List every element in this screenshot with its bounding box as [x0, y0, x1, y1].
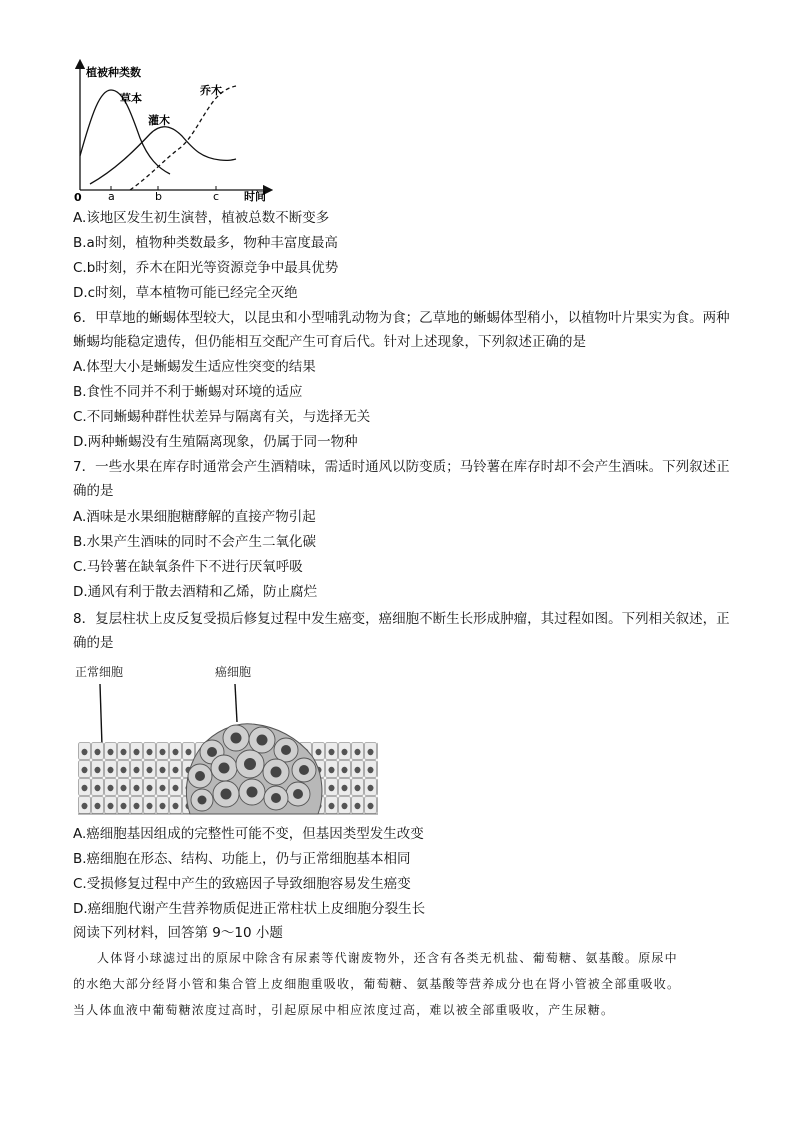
q5-option-b: B.a时刻，植物种类数最多，物种丰富度最高 — [73, 235, 338, 251]
series-herb-label: 草本 — [120, 92, 142, 105]
q7-option-c: C.马铃薯在缺氧条件下不进行厌氧呼吸 — [73, 559, 303, 575]
tumor-mass — [186, 724, 322, 814]
x-axis-label: 时间 — [244, 190, 266, 203]
q8-option-b: B.癌细胞在形态、结构、功能上，仍与正常细胞基本相同 — [73, 851, 411, 867]
epithelium-figure — [72, 660, 384, 820]
tick-c: c — [213, 190, 220, 203]
passage-line-2: 的水绝大部分经肾小管和集合管上皮细胞重吸收，葡萄糖、氨基酸等营养成分也在肾小管被全部重吸收。 — [73, 977, 681, 991]
q7-option-a: A.酒味是水果细胞糖酵解的直接产物引起 — [73, 509, 316, 525]
q6-option-a: A.体型大小是蜥蜴发生适应性突变的结果 — [73, 359, 316, 375]
q6-option-b: B.食性不同并不利于蜥蜴对环境的适应 — [73, 384, 303, 400]
q7-option-b: B.水果产生酒味的同时不会产生二氧化碳 — [73, 534, 317, 550]
q7-stem: 7．一些水果在库存时通常会产生酒精味，需适时通风以防变质；马铃薯在库存时却不会产生酒味。下列叙述正确的是 — [73, 459, 730, 499]
succession-chart — [70, 58, 280, 204]
q5-option-c: C.b时刻，乔木在阳光等资源竞争中最具优势 — [73, 260, 339, 276]
origin-label: 0 — [74, 191, 82, 204]
reading-passage — [73, 945, 733, 1023]
series-shrub-label: 灌木 — [148, 114, 170, 127]
reading-intro: 阅读下列材料，回答第 9～10 小题 — [73, 925, 283, 941]
q8-option-d: D.癌细胞代谢产生营养物质促进正常柱状上皮细胞分裂生长 — [73, 901, 426, 917]
q6-stem: 6．甲草地的蜥蜴体型较大，以昆虫和小型哺乳动物为食；乙草地的蜥蜴体型稍小，以植物叶片果实为食。两种蜥蜴均能稳定遗传，但仍能相互交配产生可育后代。针对上述现象，下列叙述正确的是 — [73, 310, 730, 350]
q5-option-a: A.该地区发生初生演替，植被总数不断变多 — [73, 210, 330, 226]
cancer-cell-label: 癌细胞 — [215, 665, 252, 679]
q8-option-c: C.受损修复过程中产生的致癌因子导致细胞容易发生癌变 — [73, 876, 411, 892]
normal-cell-pointer — [100, 684, 102, 746]
y-axis-label: 植被种类数 — [86, 66, 141, 79]
tick-b: b — [155, 190, 162, 203]
cancer-cell-pointer — [235, 684, 237, 722]
passage-line-1: 人体肾小球滤过出的原尿中除含有尿素等代谢废物外，还含有各类无机盐、葡萄糖、氨基酸。原尿中 — [97, 951, 678, 965]
series-tree-label: 乔木 — [200, 84, 222, 97]
tick-a: a — [108, 190, 115, 203]
q7-option-d: D.通风有利于散去酒精和乙烯，防止腐烂 — [73, 584, 318, 600]
series-shrub-line — [90, 127, 236, 184]
q6-option-d: D.两种蜥蜴没有生殖隔离现象，仍属于同一物种 — [73, 434, 358, 450]
q8-option-a: A.癌细胞基因组成的完整性可能不变，但基因类型发生改变 — [73, 826, 424, 842]
passage-line-3: 当人体血液中葡萄糖浓度过高时，引起原尿中相应浓度过高，难以被全部重吸收，产生尿糖。 — [73, 1003, 615, 1017]
normal-cell-label: 正常细胞 — [75, 665, 124, 679]
q8-stem: 8．复层柱状上皮反复受损后修复过程中发生癌变，癌细胞不断生长形成肿瘤，其过程如图。下列相关叙述，正确的是 — [73, 611, 730, 651]
q6-option-c: C.不同蜥蜴种群性状差异与隔离有关，与选择无关 — [73, 409, 371, 425]
q5-option-d: D.c时刻，草本植物可能已经完全灭绝 — [73, 285, 298, 301]
